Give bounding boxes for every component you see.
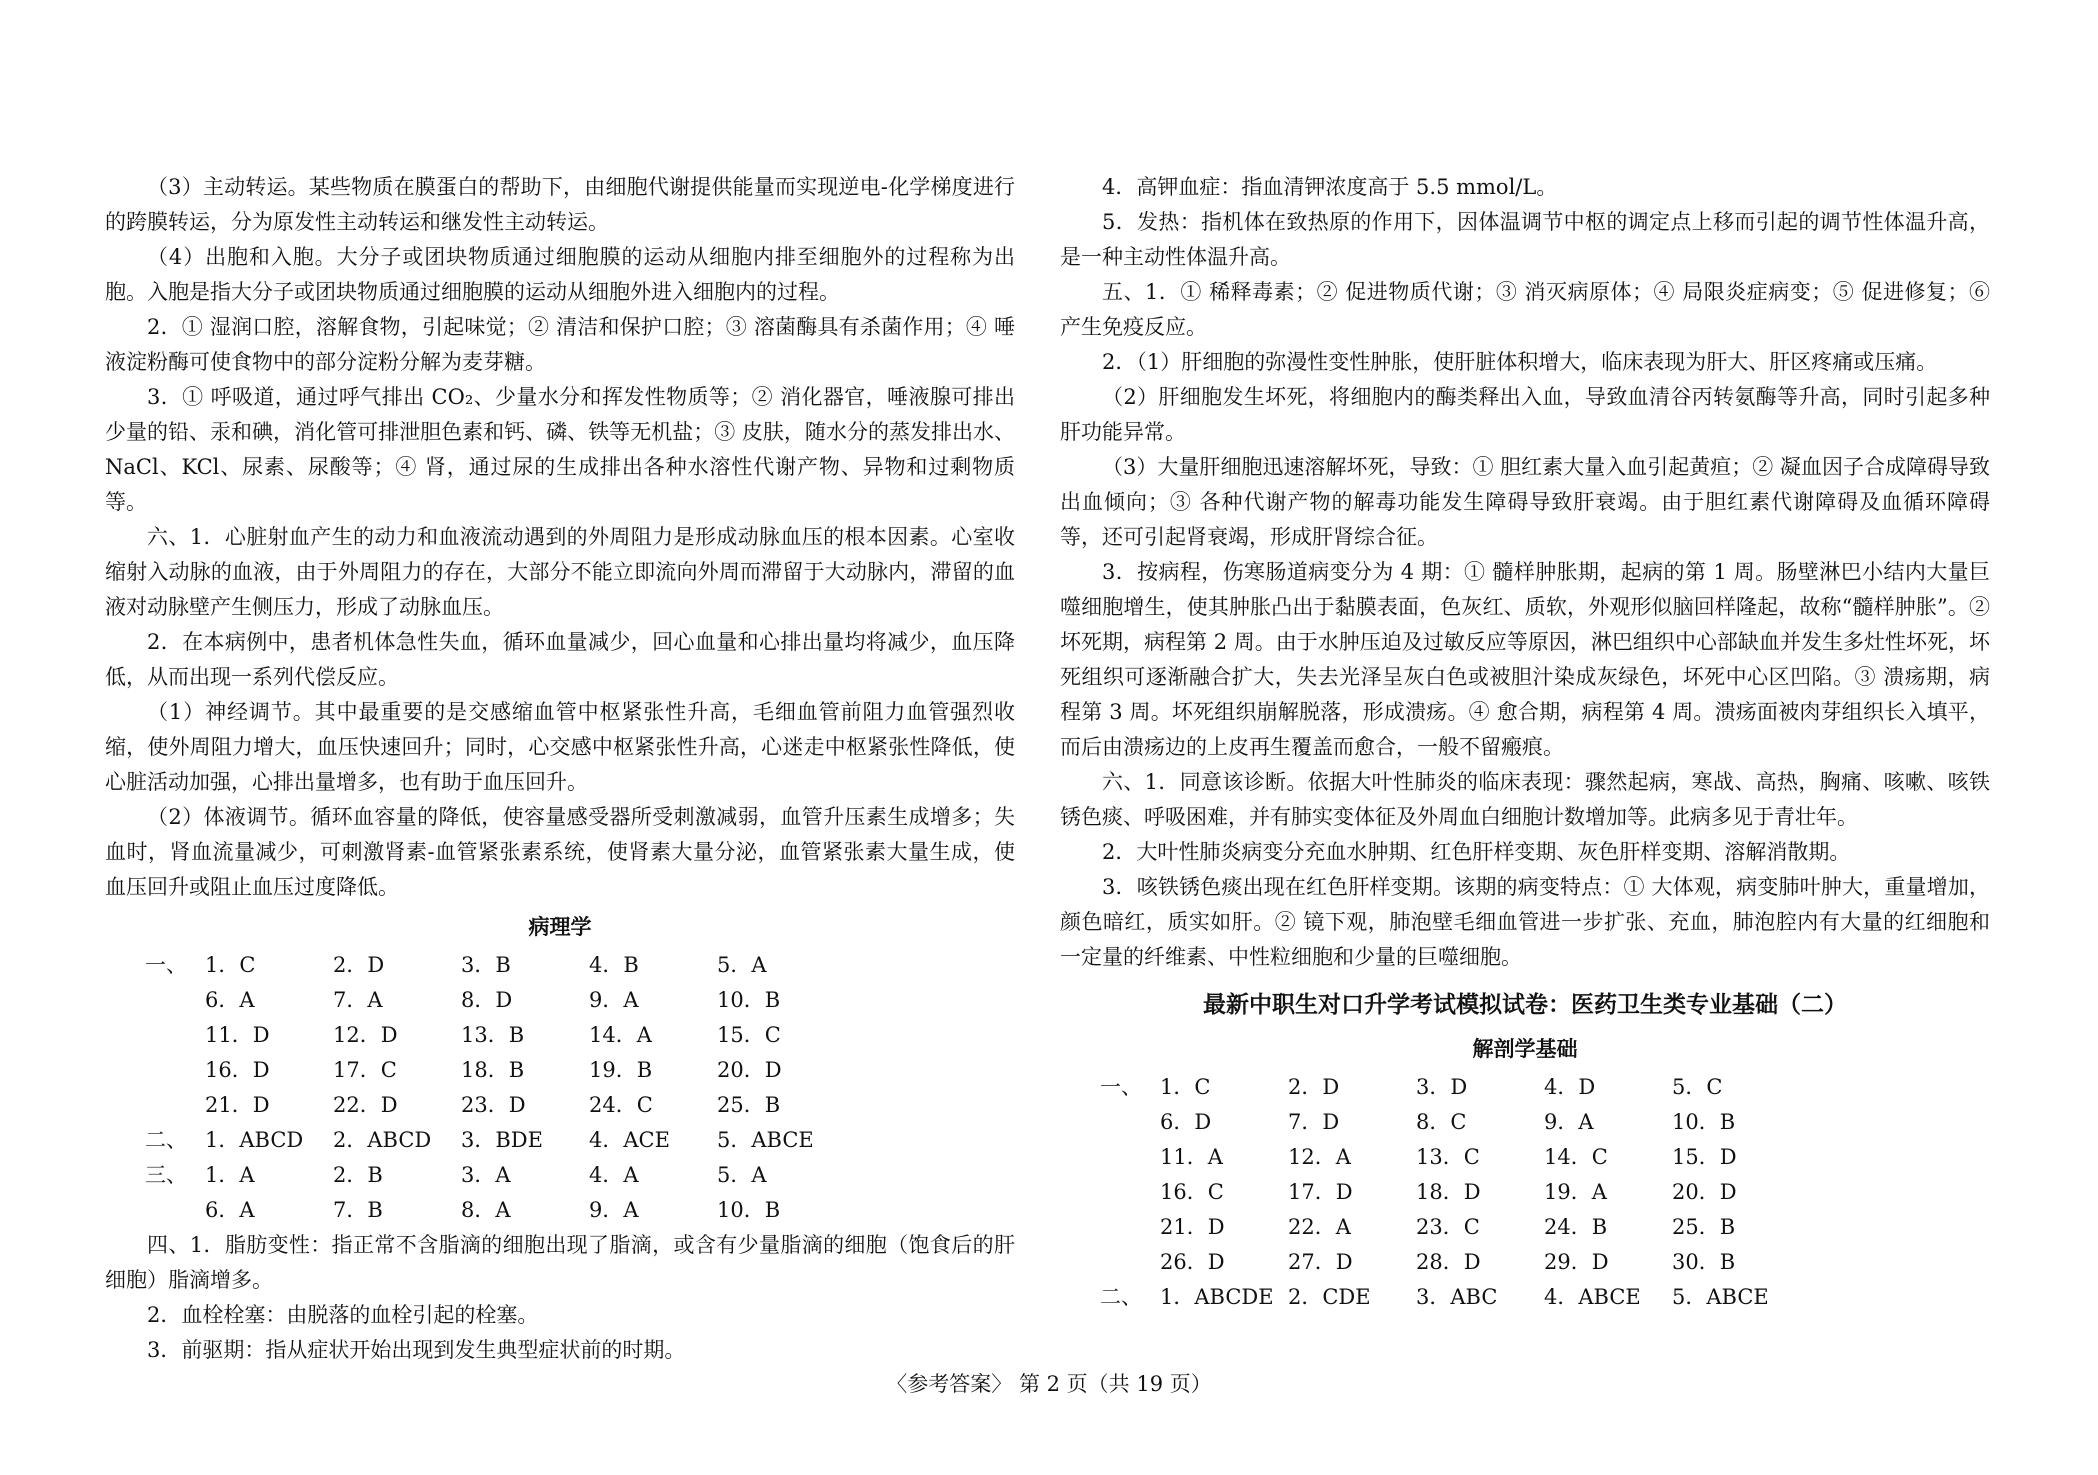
pathology-answer-grid <box>105 948 1015 1228</box>
answer-cell: 4．B <box>589 953 639 977</box>
answer-cell: 13．C <box>1416 1145 1480 1169</box>
answer-cell: 5．A <box>717 953 767 977</box>
answer-cell: 5．A <box>717 1163 767 1187</box>
answer-cell: 9．A <box>1544 1110 1594 1134</box>
answer-cell: 22．D <box>333 1093 398 1117</box>
answer-row-label <box>145 983 205 1018</box>
answer-cell: 16．D <box>205 1058 270 1082</box>
answer-row <box>145 1088 1015 1123</box>
answer-row-label: 三、 <box>145 1163 187 1187</box>
left-column <box>105 170 1015 1368</box>
paragraph: （3）主动转运。某些物质在膜蛋白的帮助下，由细胞代谢提供能量而实现逆电-化学梯度进行的跨膜转运，分为原发性主动转运和继发性主动转运。 <box>105 175 1015 234</box>
paragraph: 3．按病程，伤寒肠道病变分为 4 期：① 髓样肿胀期，起病的第 1 周。肠壁淋巴小结内大量巨噬细胞增生，使其肿胀凸出于黏膜表面，色灰红、质软，外观形似脑回样隆起，故称“髓样肿胀”。② 坏死期，病程第 2 周。由于水肿压迫及过敏反应等原因，淋巴组织中心部缺血并发生多灶性坏死，坏死组织可逐渐融合扩大，失去光泽呈灰白色或被胆汁染成灰绿色，坏死中心区凹陷。③ 溃疡期，病程第 3 周。坏死组织崩解脱落，形成溃疡。④ 愈合期，病程第 4 周。溃疡面被肉芽组织长入填平，而后由溃疡边的上皮再生覆盖而愈合，一般不留瘢痕。 <box>1060 560 1990 759</box>
answer-cell: 3．BDE <box>461 1128 543 1152</box>
answer-cell: 18．B <box>461 1058 525 1082</box>
answer-cell: 4．A <box>589 1163 639 1187</box>
answer-cell: 30．B <box>1672 1250 1736 1274</box>
paragraph: （2）肝细胞发生坏死，将细胞内的酶类释出入血，导致血清谷丙转氨酶等升高，同时引起多种肝功能异常。 <box>1060 385 1990 444</box>
answer-cell: 8．D <box>461 988 513 1012</box>
answer-cell: 5．C <box>1672 1075 1723 1099</box>
answer-cell: 21．D <box>1160 1215 1225 1239</box>
answer-cell: 21．D <box>205 1093 270 1117</box>
anatomy-answer-grid <box>1060 1070 1990 1315</box>
answer-row-label <box>1100 1175 1160 1210</box>
answer-cell: 7．B <box>333 1198 383 1222</box>
answer-cell: 14．A <box>589 1023 652 1047</box>
answer-cell: 13．B <box>461 1023 525 1047</box>
paragraph: 3．① 呼吸道，通过呼气排出 CO₂、少量水分和挥发性物质等；② 消化器官，唾液腺可排出少量的铅、汞和碘，消化管可排泄胆色素和钙、磷、铁等无机盐；③ 皮肤，随水分的蒸发排出水、NaCl、KCl、尿素、尿酸等；④ 肾，通过尿的生成排出各种水溶性代谢产物、异物和过剩物质等。 <box>105 385 1015 514</box>
paragraph: （3）大量肝细胞迅速溶解坏死，导致：① 胆红素大量入血引起黄疸；② 凝血因子合成障碍导致出血倾向；③ 各种代谢产物的解毒功能发生障碍导致肝衰竭。由于胆红素代谢障碍及血循环障碍等，还可引起肾衰竭，形成肝肾综合征。 <box>1060 455 1990 549</box>
answer-row <box>1100 1070 1990 1105</box>
answer-cell: 2．CDE <box>1288 1285 1371 1309</box>
answer-cell: 5．ABCE <box>717 1128 814 1152</box>
answer-row-label <box>145 1088 205 1123</box>
answer-cell: 11．D <box>205 1023 270 1047</box>
paragraph: 3．前驱期：指从症状开始出现到发生典型症状前的时期。 <box>147 1338 686 1362</box>
answer-cell: 8．A <box>461 1198 511 1222</box>
answer-row-label <box>145 1053 205 1088</box>
answer-cell: 12．A <box>1288 1145 1351 1169</box>
answer-row <box>145 1123 1015 1158</box>
right-column <box>1060 170 1990 1315</box>
answer-cell: 10．B <box>717 988 781 1012</box>
answer-cell: 6．A <box>205 988 255 1012</box>
answer-cell: 1．C <box>205 953 256 977</box>
answer-cell: 24．C <box>589 1093 653 1117</box>
answer-cell: 7．A <box>333 988 383 1012</box>
answer-row-label: 二、 <box>145 1128 187 1152</box>
answer-cell: 15．C <box>717 1023 781 1047</box>
answer-cell: 18．D <box>1416 1180 1481 1204</box>
physiology-answers-continued <box>105 170 1015 905</box>
paragraph: 四、1．脂肪变性：指正常不含脂滴的细胞出现了脂滴，或含有少量脂滴的细胞（饱食后的肝细胞）脂滴增多。 <box>105 1233 1015 1292</box>
answer-row-label <box>1100 1210 1160 1245</box>
exam-title: 最新中职生对口升学考试模拟试卷：医药卫生类专业基础（二） <box>1203 991 1847 1018</box>
answer-row <box>145 983 1015 1018</box>
answer-cell: 28．D <box>1416 1250 1481 1274</box>
answer-cell: 22．A <box>1288 1215 1351 1239</box>
answer-cell: 17．D <box>1288 1180 1353 1204</box>
answer-cell: 3．ABC <box>1416 1285 1498 1309</box>
paragraph: （1）神经调节。其中最重要的是交感缩血管中枢紧张性升高，毛细血管前阻力血管强烈收缩，使外周阻力增大，血压快速回升；同时，心交感中枢紧张性升高，心迷走中枢紧张性降低，使心脏活动加强，心排出量增多，也有助于血压回升。 <box>105 700 1015 794</box>
answer-cell: 25．B <box>717 1093 781 1117</box>
answer-cell: 2．D <box>1288 1075 1340 1099</box>
answer-cell: 27．D <box>1288 1250 1353 1274</box>
page-footer: 〈参考答案〉 第 2 页（共 19 页） <box>886 1372 1212 1396</box>
answer-row <box>145 1053 1015 1088</box>
answer-cell: 10．B <box>1672 1110 1736 1134</box>
answer-cell: 7．D <box>1288 1110 1340 1134</box>
answer-cell: 25．B <box>1672 1215 1736 1239</box>
answer-row <box>145 1018 1015 1053</box>
answer-cell: 23．C <box>1416 1215 1480 1239</box>
answer-cell: 3．A <box>461 1163 511 1187</box>
answer-cell: 15．D <box>1672 1145 1737 1169</box>
pathology-short-answers <box>105 1228 1015 1368</box>
answer-cell: 5．ABCE <box>1672 1285 1769 1309</box>
answer-cell: 9．A <box>589 988 639 1012</box>
answer-row-label <box>145 1018 205 1053</box>
answer-row-label <box>145 1193 205 1228</box>
pathology-answers-continued <box>1060 170 1990 975</box>
answer-cell: 26．D <box>1160 1250 1225 1274</box>
answer-cell: 14．C <box>1544 1145 1608 1169</box>
answer-cell: 12．D <box>333 1023 398 1047</box>
answer-cell: 19．A <box>1544 1180 1607 1204</box>
answer-cell: 2．D <box>333 953 385 977</box>
section-title-pathology: 病理学 <box>528 914 592 939</box>
paragraph: 4．高钾血症：指血清钾浓度高于 5.5 mmol/L。 <box>1102 175 1558 199</box>
answer-row-label <box>1100 1140 1160 1175</box>
paragraph: 五、1．① 稀释毒素；② 促进物质代谢；③ 消灭病原体；④ 局限炎症病变；⑤ 促进修复；⑥ 产生免疫反应。 <box>1060 280 1990 339</box>
paragraph: 2．大叶性肺炎病变分充血水肿期、红色肝样变期、灰色肝样变期、溶解消散期。 <box>1102 840 1851 864</box>
paragraph: 2．血栓栓塞：由脱落的血栓引起的栓塞。 <box>147 1303 539 1327</box>
answer-cell: 6．D <box>1160 1110 1212 1134</box>
answer-row-label <box>1100 1105 1160 1140</box>
answer-row-label <box>1100 1245 1160 1280</box>
paragraph: 3．咳铁锈色痰出现在红色肝样变期。该期的病变特点：① 大体观，病变肺叶肿大，重量增加，颜色暗红，质实如肝。② 镜下观，肺泡壁毛细血管进一步扩张、充血，肺泡腔内有大量的红细胞和一定量的纤维素、中性粒细胞和少量的巨噬细胞。 <box>1060 875 1990 969</box>
section-title-anatomy: 解剖学基础 <box>1472 1036 1578 1061</box>
answer-cell: 23．D <box>461 1093 526 1117</box>
answer-cell: 24．B <box>1544 1215 1608 1239</box>
answer-row <box>1100 1210 1990 1245</box>
answer-cell: 2．ABCD <box>333 1128 432 1152</box>
answer-cell: 6．A <box>205 1198 255 1222</box>
answer-cell: 4．ABCE <box>1544 1285 1641 1309</box>
answer-cell: 4．ACE <box>589 1128 670 1152</box>
answer-cell: 17．C <box>333 1058 397 1082</box>
answer-cell: 1．A <box>205 1163 255 1187</box>
answer-cell: 4．D <box>1544 1075 1596 1099</box>
paragraph: 5．发热：指机体在致热原的作用下，因体温调节中枢的调定点上移而引起的调节性体温升高，是一种主动性体温升高。 <box>1060 210 1990 269</box>
answer-row <box>145 1193 1015 1228</box>
answer-cell: 19．B <box>589 1058 653 1082</box>
answer-cell: 1．C <box>1160 1075 1211 1099</box>
answer-row <box>1100 1140 1990 1175</box>
answer-row <box>145 1158 1015 1193</box>
answer-cell: 16．C <box>1160 1180 1224 1204</box>
paragraph: （2）体液调节。循环血容量的降低，使容量感受器所受刺激减弱，血管升压素生成增多；失血时，肾血流量减少，可刺激肾素-血管紧张素系统，使肾素大量分泌，血管紧张素大量生成，使血压回升或阻止血压过度降低。 <box>105 805 1015 899</box>
answer-row-label: 一、 <box>1100 1075 1142 1099</box>
answer-cell: 8．C <box>1416 1110 1467 1134</box>
answer-cell: 10．B <box>717 1198 781 1222</box>
paragraph: 2．在本病例中，患者机体急性失血，循环血量减少，回心血量和心排出量均将减少，血压降低，从而出现一系列代偿反应。 <box>105 630 1015 689</box>
answer-row <box>1100 1245 1990 1280</box>
answer-row-label: 一、 <box>145 953 187 977</box>
answer-cell: 1．ABCD <box>205 1128 304 1152</box>
paragraph: 2．① 湿润口腔，溶解食物，引起味觉；② 清洁和保护口腔；③ 溶菌酶具有杀菌作用；④ 唾液淀粉酶可使食物中的部分淀粉分解为麦芽糖。 <box>105 315 1015 374</box>
answer-cell: 29．D <box>1544 1250 1609 1274</box>
answer-cell: 9．A <box>589 1198 639 1222</box>
answer-cell: 3．B <box>461 953 511 977</box>
paragraph: 六、1．心脏射血产生的动力和血液流动遇到的外周阻力是形成动脉血压的根本因素。心室收缩射入动脉的血液，由于外周阻力的存在，大部分不能立即流向外周而滞留于大动脉内，滞留的血液对动脉壁产生侧压力，形成了动脉血压。 <box>105 525 1015 619</box>
answer-row <box>145 948 1015 983</box>
answer-cell: 3．D <box>1416 1075 1468 1099</box>
paragraph: 2．（1）肝细胞的弥漫性变性肿胀，使肝脏体积增大，临床表现为肝大、肝区疼痛或压痛。 <box>1102 350 1938 374</box>
answer-cell: 20．D <box>717 1058 782 1082</box>
answer-cell: 11．A <box>1160 1145 1223 1169</box>
answer-row <box>1100 1105 1990 1140</box>
answer-cell: 2．B <box>333 1163 383 1187</box>
answer-row <box>1100 1175 1990 1210</box>
answer-row-label: 二、 <box>1100 1285 1142 1309</box>
answer-row <box>1100 1280 1990 1315</box>
paragraph: （4）出胞和入胞。大分子或团块物质通过细胞膜的运动从细胞内排至细胞外的过程称为出胞。入胞是指大分子或团块物质通过细胞膜的运动从细胞外进入细胞内的过程。 <box>105 245 1015 304</box>
paragraph: 六、1．同意该诊断。依据大叶性肺炎的临床表现：骤然起病，寒战、高热，胸痛、咳嗽、咳铁锈色痰、呼吸困难，并有肺实变体征及外周血白细胞计数增加等。此病多见于青壮年。 <box>1060 770 1990 829</box>
answer-cell: 20．D <box>1672 1180 1737 1204</box>
answer-cell: 1．ABCDE <box>1160 1285 1274 1309</box>
